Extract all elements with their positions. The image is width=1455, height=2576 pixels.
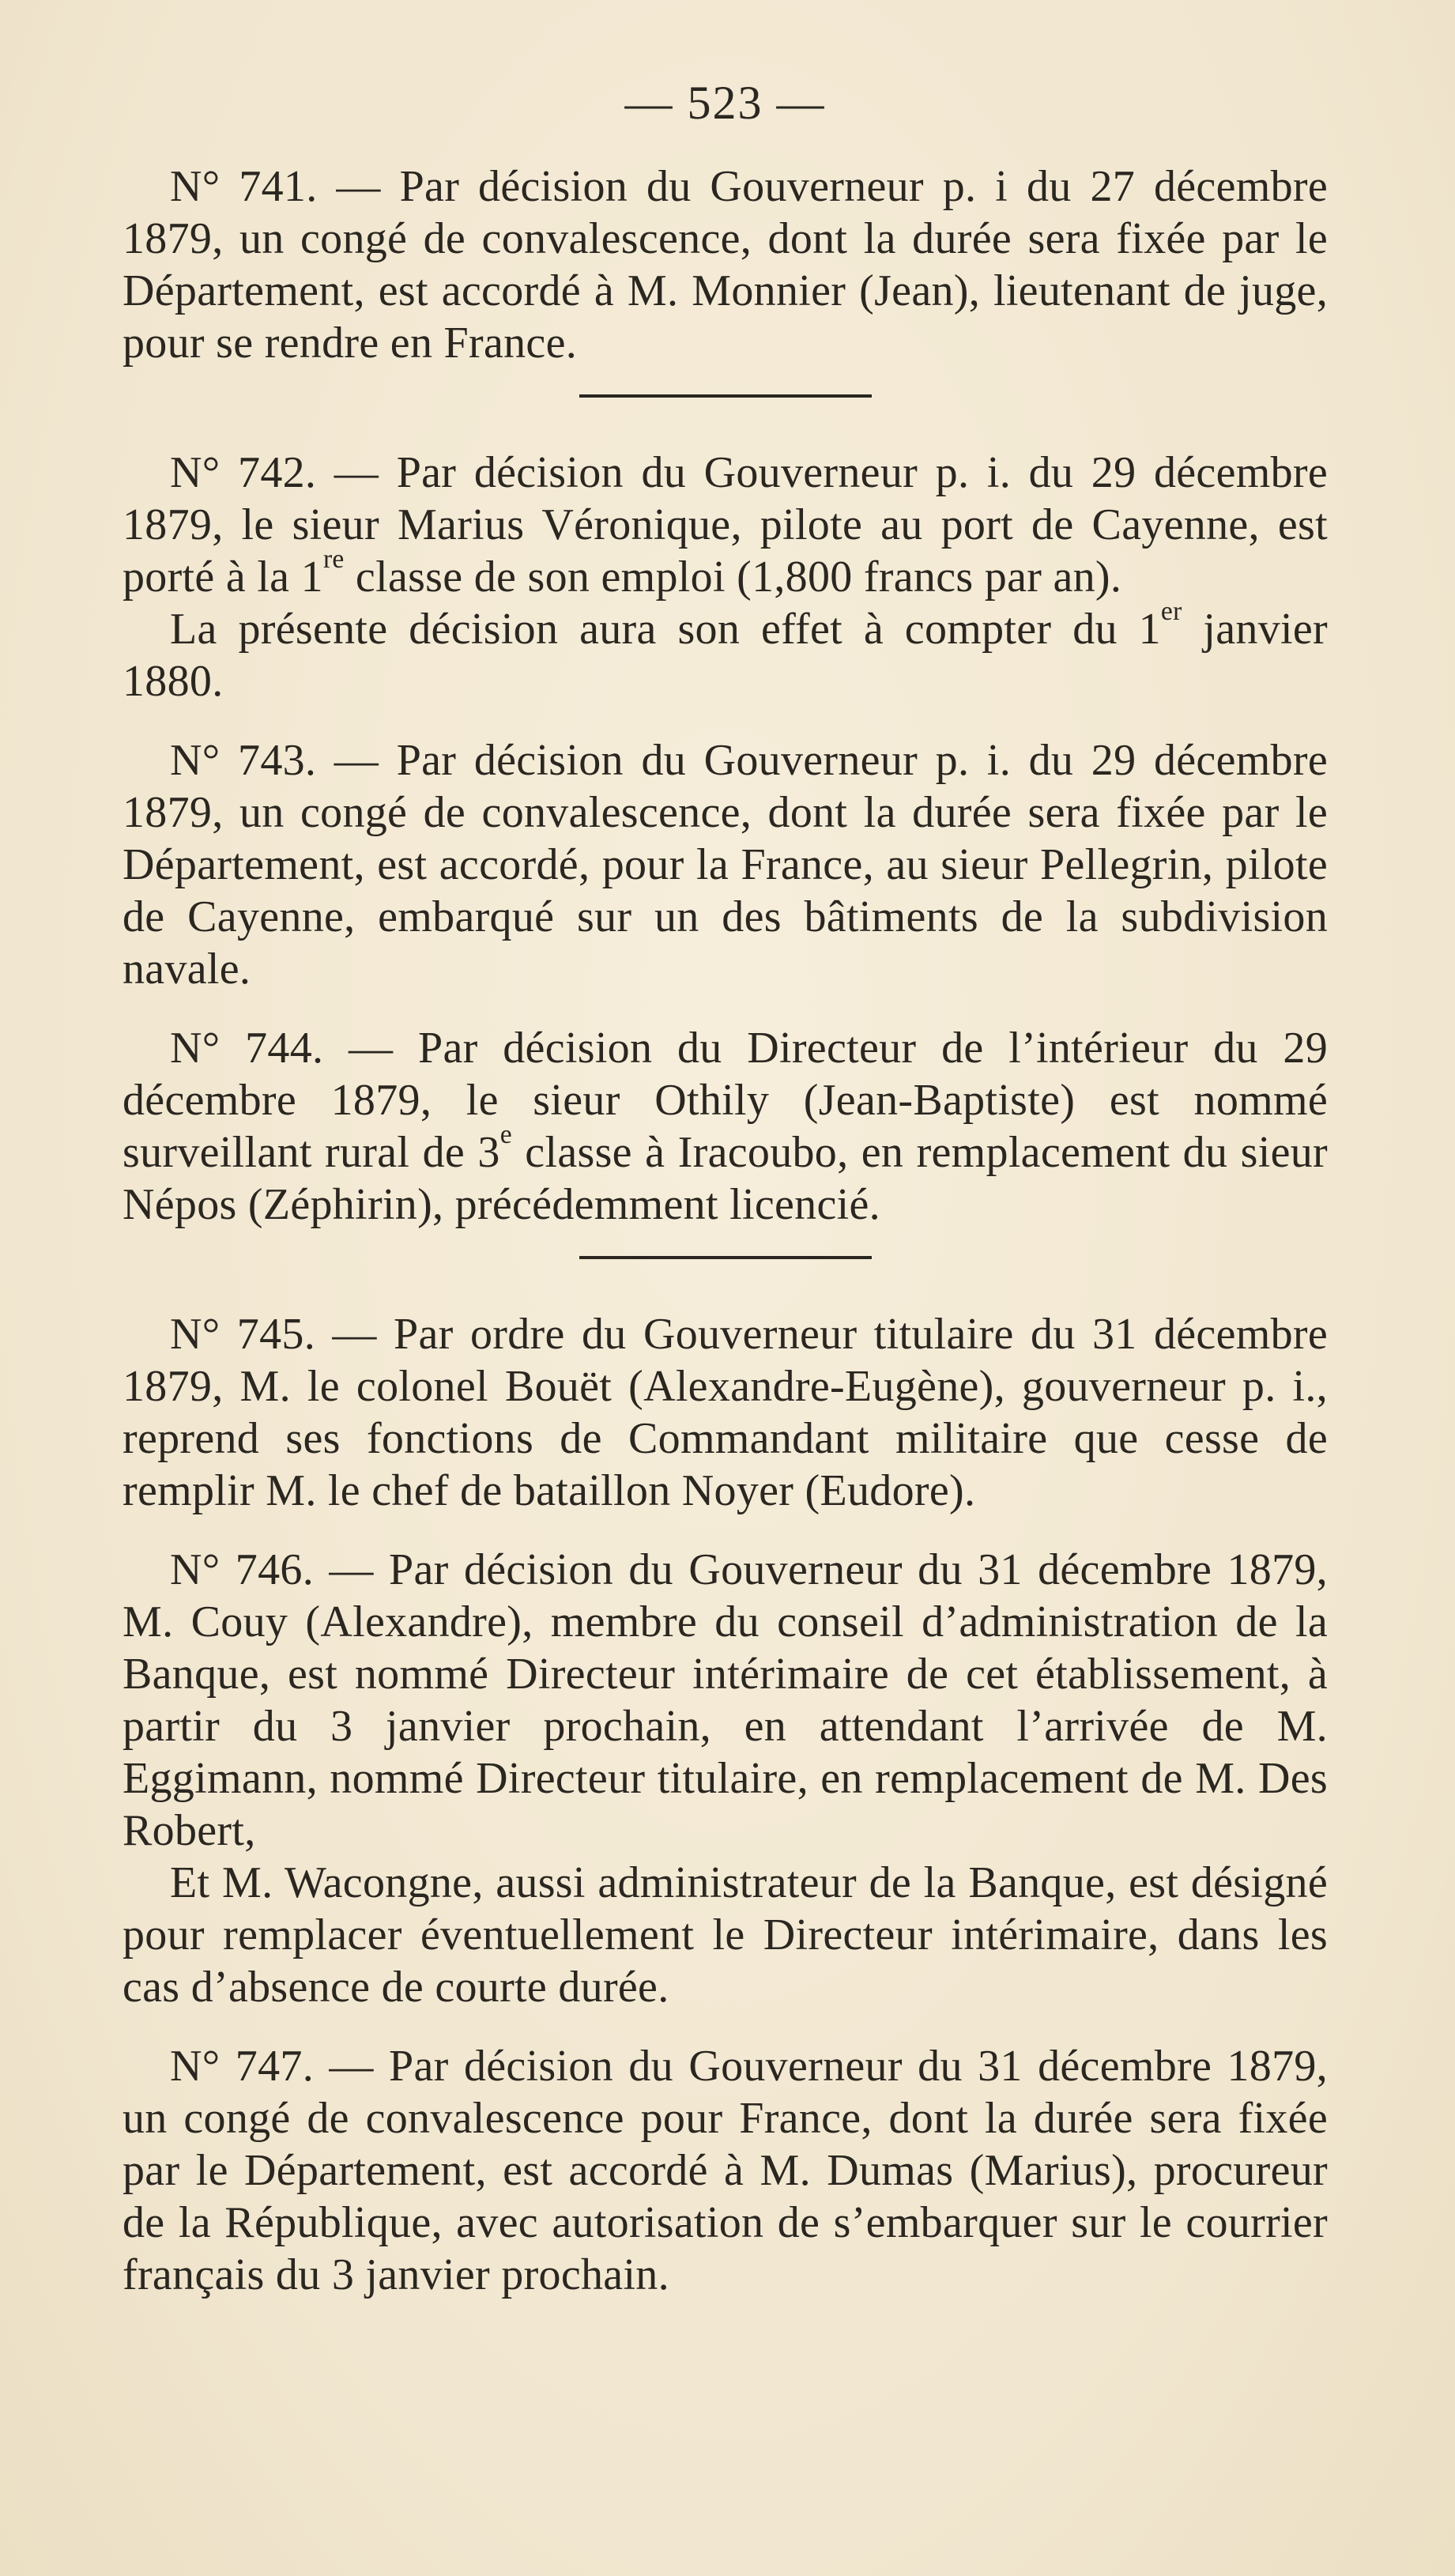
entry-742-text-c: La présente décision aura son effet à compter du 1 (170, 605, 1161, 654)
separator-rule (579, 394, 872, 398)
entry-742-sup-b: er (1160, 596, 1182, 626)
entry-743-text: N° 743. — Par décision du Gouverneur p. i. du 29 décembre 1879, un congé de convalescence, dont la durée sera fixée par le Département, est accordé, pour la France, au sieur Pellegrin, pilote de Cayenne, embarqué sur un des bâtiments de la subdivision navale. (123, 736, 1328, 994)
entry-743 (123, 734, 1328, 995)
entry-742-text-d: janvier 1880. (123, 605, 1328, 706)
entry-742 (123, 447, 1328, 707)
entry-745 (123, 1308, 1328, 1517)
page-number: — 523 — (624, 77, 826, 129)
entry-744-text-a: N° 744. — Par décision du Directeur de l’intérieur du 29 décembre 1879, le sieur Othily (Jean-Baptiste) est nommé surveillant rural de 3 (123, 1024, 1328, 1177)
entry-741-text: N° 741. — Par décision du Gouverneur p. i du 27 décembre 1879, un congé de convalescence, dont la durée sera fixée par le Département, est accordé à M. Monnier (Jean), lieutenant de juge, pour se rendre en France. (123, 162, 1328, 368)
entry-744-text (123, 1022, 1328, 1231)
entry-744-text-b: classe à Iracoubo, en remplacement du sieur Népos (Zéphirin), précédemment licencié. (123, 1128, 1328, 1229)
text-column (123, 75, 1328, 2301)
entry-746-text-2: Et M. Wacongne, aussi administrateur de la Banque, est désigné pour remplacer éventuellement le Directeur intérimaire, dans les cas d’absence de courte durée. (123, 1858, 1328, 2012)
entry-744 (123, 1022, 1328, 1231)
entry-746 (123, 1544, 1328, 2013)
entry-741 (123, 160, 1328, 369)
separator-rule (579, 1256, 872, 1259)
entry-744-sup: e (499, 1119, 512, 1149)
entry-746-text: N° 746. — Par décision du Gouverneur du 31 décembre 1879, M. Couy (Alexandre), membre du conseil d’administration de la Banque, est nommé Directeur intérimaire de cet établissement, à partir du 3 janvier prochain, en attendant l’arrivée de M. Eggimann, nommé Directeur titulaire, en remplacement de M. Des Robert, (123, 1545, 1328, 1855)
entry-742-text-a: N° 742. — Par décision du Gouverneur p. i. du 29 décembre 1879, le sieur Marius Véronique, pilote au port de Cayenne, est porté à la 1 (123, 448, 1328, 602)
entry-745-text: N° 745. — Par ordre du Gouverneur titulaire du 31 décembre 1879, M. le colonel Bouët (Alexandre-Eugène), gouverneur p. i., reprend ses fonctions de Commandant militaire que cesse de remplir M. le chef de bataillon Noyer (Eudore). (123, 1310, 1328, 1515)
entry-742-text-2 (123, 596, 1328, 707)
entry-747-text: N° 747. — Par décision du Gouverneur du 31 décembre 1879, un congé de convalescence pour France, dont la durée sera fixée par le Département, est accordé à M. Dumas (Marius), procureur de la République, avec autorisation de s’embarquer sur le courrier français du 3 janvier prochain. (123, 2042, 1328, 2299)
entry-742-text-b: classe de son emploi (1,800 francs par an). (344, 553, 1122, 602)
entry-742-text (123, 447, 1328, 603)
entry-747 (123, 2040, 1328, 2301)
entry-742-sup-a: re (322, 544, 345, 574)
